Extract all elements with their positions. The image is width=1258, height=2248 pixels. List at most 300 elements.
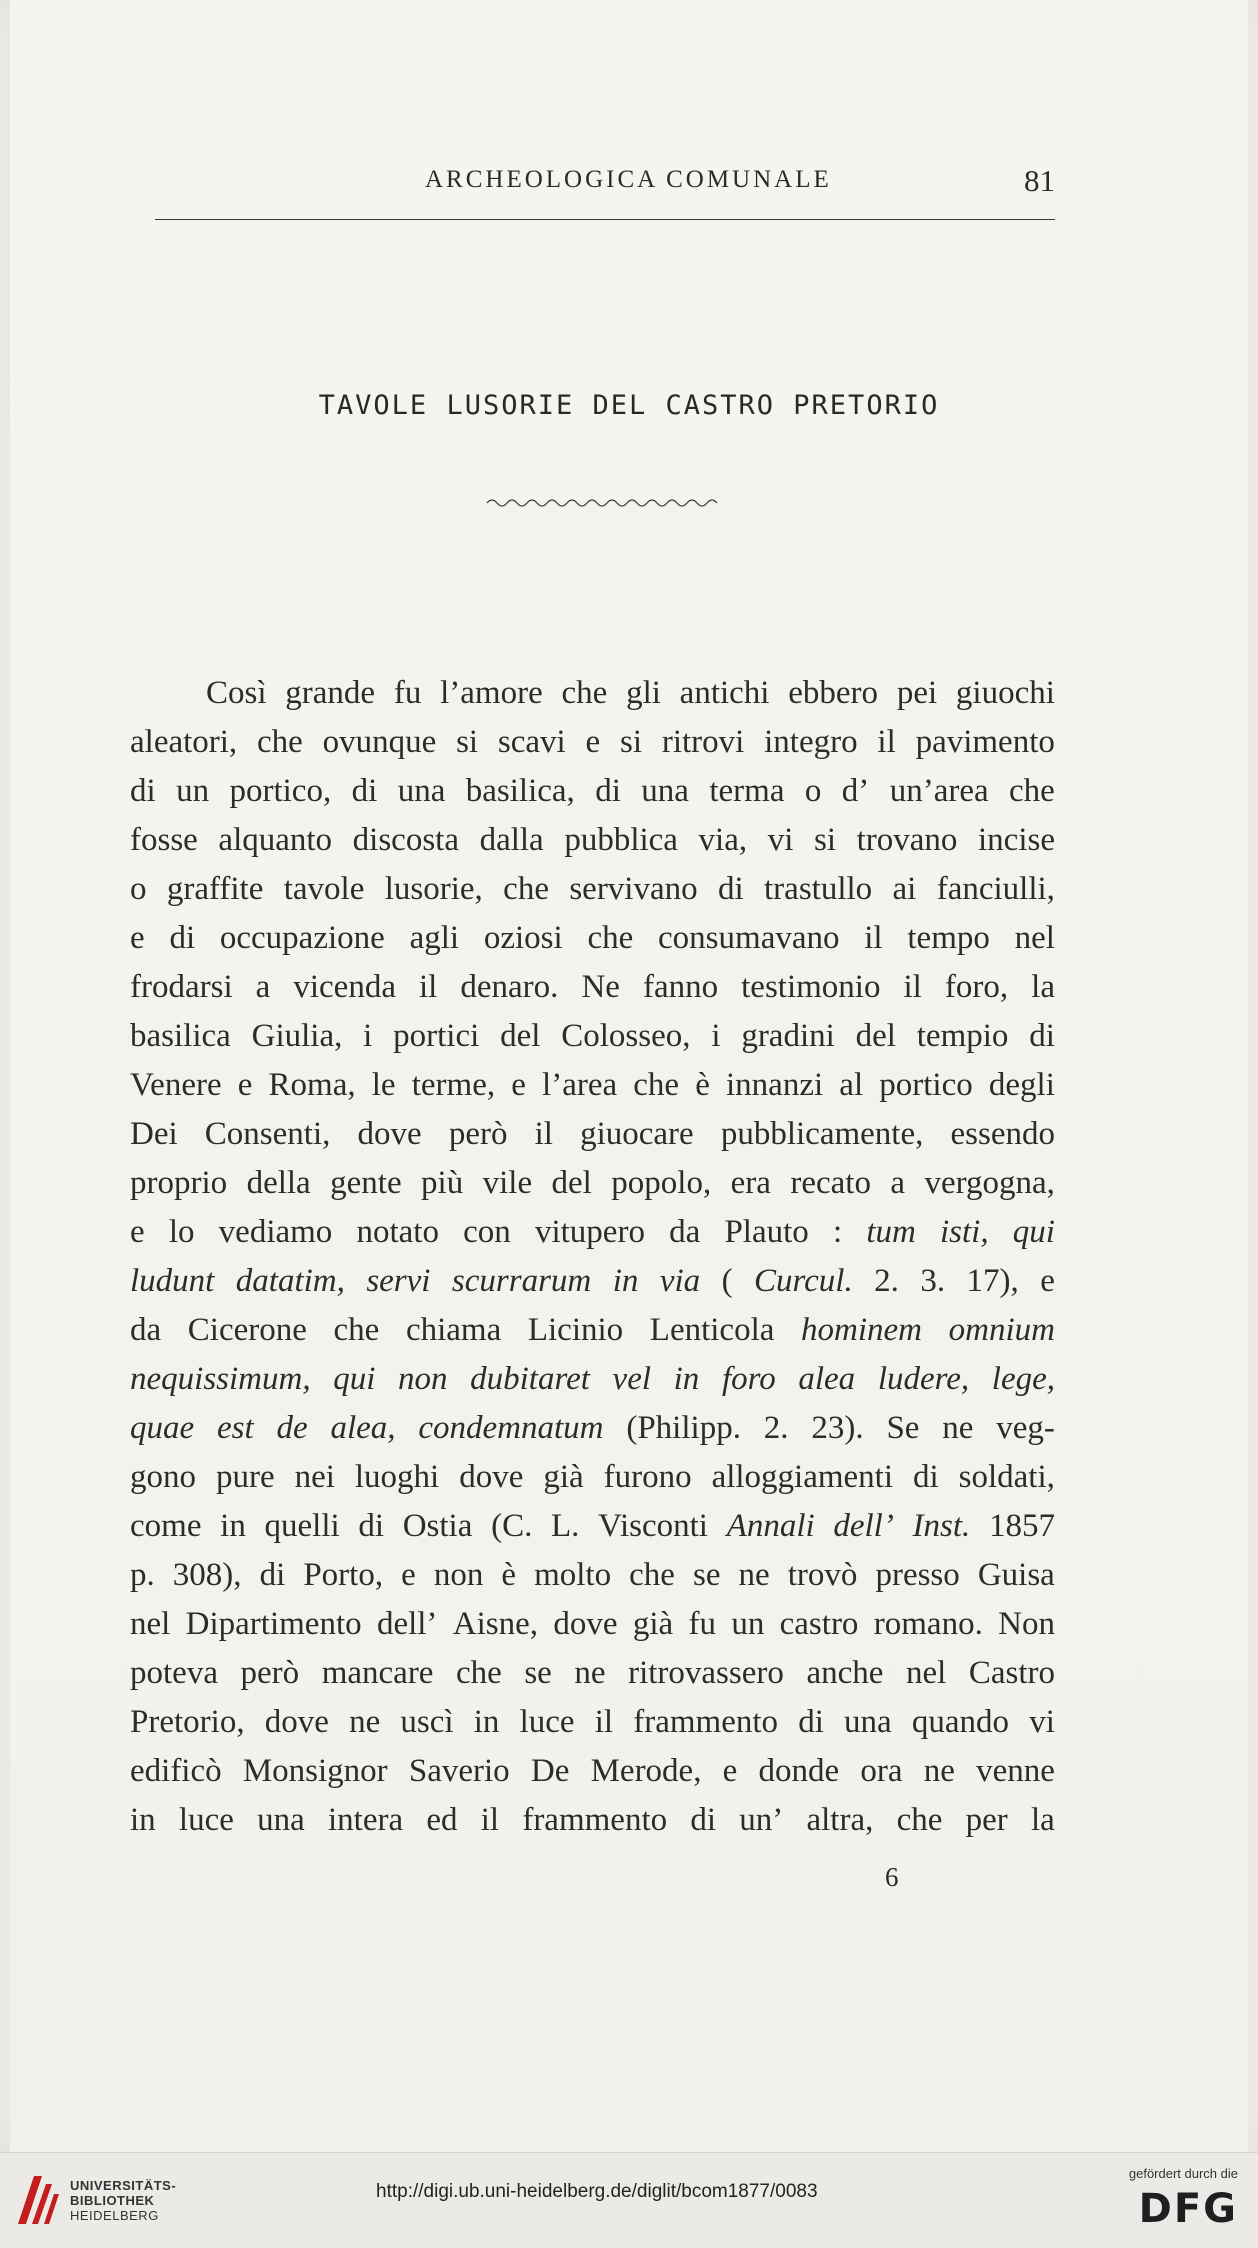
word: i <box>363 1018 373 1054</box>
word: anche <box>806 1655 884 1691</box>
word: Cicerone <box>187 1312 307 1348</box>
text-line <box>130 1208 1055 1257</box>
word: vicenda <box>293 969 396 1005</box>
word: di <box>912 1459 939 1495</box>
word: omnium <box>948 1312 1055 1348</box>
permalink-url[interactable]: http://digi.ub.uni-heidelberg.de/diglit/bcom1877/0083 <box>376 2181 818 2202</box>
word: tum <box>866 1214 916 1250</box>
word: ne <box>942 1410 974 1446</box>
word: un <box>731 1606 765 1642</box>
text-line <box>130 816 1055 865</box>
word: già <box>632 1606 674 1642</box>
word: agli <box>409 920 460 956</box>
word: giuochi <box>955 675 1055 711</box>
word: Guisa <box>977 1557 1055 1593</box>
word: da <box>130 1312 162 1348</box>
word: castro <box>779 1606 859 1642</box>
word: frammento <box>522 1802 668 1838</box>
word: Monsignor <box>242 1753 388 1789</box>
text-line <box>130 1257 1055 1306</box>
word: Aisne, <box>452 1606 539 1642</box>
word: fosse <box>130 822 198 858</box>
word: isti, <box>939 1214 989 1250</box>
word: innanzi <box>726 1067 824 1103</box>
word: essendo <box>950 1116 1055 1152</box>
word: Consenti, <box>204 1116 331 1152</box>
word: e <box>401 1557 416 1593</box>
word: 3. <box>920 1263 946 1299</box>
text-line <box>130 1159 1055 1208</box>
word: come <box>130 1508 202 1544</box>
word: è <box>501 1557 517 1593</box>
word: non <box>398 1361 448 1397</box>
word: mancare <box>321 1655 434 1691</box>
word: giuocare <box>580 1116 694 1152</box>
word: trovano <box>856 822 958 858</box>
word: pure <box>215 1459 275 1495</box>
word: fanno <box>642 969 719 1005</box>
word: e <box>585 724 601 760</box>
word: fanciulli, <box>936 871 1055 907</box>
word: aleatori, <box>130 724 238 760</box>
word: via <box>659 1263 701 1299</box>
word: ovunque <box>322 724 437 760</box>
word: 2. <box>763 1410 789 1446</box>
word: tavole <box>283 871 365 907</box>
word: con <box>463 1214 511 1250</box>
word: oziosi <box>483 920 563 956</box>
word: Non <box>998 1606 1055 1642</box>
word: e <box>130 920 145 956</box>
signature-mark: 6 <box>885 1862 899 1892</box>
word: in <box>130 1802 156 1838</box>
word: poteva <box>130 1655 218 1691</box>
funding-note: gefördert durch die <box>1128 2166 1238 2181</box>
word: alquanto <box>218 822 333 858</box>
text-line <box>130 865 1055 914</box>
word: alea <box>798 1361 856 1397</box>
word: veg- <box>996 1410 1055 1446</box>
word: le <box>371 1067 396 1103</box>
word: Pretorio, <box>130 1704 245 1740</box>
word: in <box>673 1361 700 1397</box>
word: di <box>259 1557 286 1593</box>
word: ne <box>349 1704 381 1740</box>
word: graffite <box>166 871 264 907</box>
text-line <box>130 1649 1055 1698</box>
word: se <box>524 1655 552 1691</box>
word: pubblica <box>564 822 678 858</box>
word: discosta <box>352 822 459 858</box>
word: che <box>257 724 303 760</box>
word: quelli <box>264 1508 340 1544</box>
word: che <box>896 1802 943 1838</box>
word: p. <box>130 1557 155 1593</box>
word: se <box>692 1557 721 1593</box>
word: l’area <box>542 1067 618 1103</box>
word: che <box>633 1067 680 1103</box>
text-line <box>130 1061 1055 1110</box>
wavy-ornament-icon <box>485 496 720 510</box>
word: Venere <box>130 1067 222 1103</box>
word: molto <box>534 1557 612 1593</box>
word: testimonio <box>741 969 881 1005</box>
word: vi <box>767 822 794 858</box>
word: di <box>169 920 196 956</box>
word: 308), <box>172 1557 242 1593</box>
word: era <box>730 1165 771 1201</box>
word: tempo <box>907 920 990 956</box>
word: portici <box>393 1018 480 1054</box>
word: una <box>844 1704 892 1740</box>
word: Curcul. <box>754 1263 853 1299</box>
word: basilica, <box>465 773 575 809</box>
ub-heidelberg-logo-icon <box>12 2168 64 2228</box>
word: Licinio <box>527 1312 624 1348</box>
word: in <box>220 1508 246 1544</box>
word: ( <box>721 1263 733 1299</box>
word: dubitaret <box>470 1361 590 1397</box>
word: altra, <box>806 1802 874 1838</box>
word: 1857 <box>988 1508 1055 1544</box>
word: Annali <box>726 1508 815 1544</box>
word: trastullo <box>764 871 873 907</box>
word: scavi <box>497 724 566 760</box>
word: d’ <box>841 773 870 809</box>
word: lusorie, <box>384 871 483 907</box>
word: (C. <box>491 1508 533 1544</box>
word: o <box>130 871 147 907</box>
word: soldati, <box>958 1459 1055 1495</box>
word: e <box>722 1753 738 1789</box>
running-head <box>155 163 1055 206</box>
page-number: 81 <box>1024 163 1055 198</box>
word: Giulia, <box>251 1018 343 1054</box>
word: da <box>669 1214 701 1250</box>
text-line <box>130 1306 1055 1355</box>
word: a <box>890 1165 906 1201</box>
text-line <box>130 1012 1055 1061</box>
word: ebbero <box>788 675 879 711</box>
word: scurrarum <box>451 1263 592 1299</box>
word: pubblicamente, <box>720 1116 924 1152</box>
word: Ostia <box>402 1508 473 1544</box>
word: e <box>130 1214 145 1250</box>
word: terma <box>709 773 785 809</box>
word: trovò <box>787 1557 858 1593</box>
word: vediamo <box>218 1214 333 1250</box>
word: De <box>530 1753 570 1789</box>
word: che <box>1009 773 1055 809</box>
word: notato <box>356 1214 439 1250</box>
word: di <box>130 773 156 809</box>
word: condemnatum <box>418 1410 604 1446</box>
text-line <box>130 1796 1055 1845</box>
word: tempio <box>916 1018 1009 1054</box>
word: il <box>534 1116 553 1152</box>
word: che <box>503 871 549 907</box>
word: però <box>240 1655 300 1691</box>
word: e <box>1040 1263 1055 1299</box>
dfg-logo: DFG <box>1138 2186 1238 2232</box>
word: popolo, <box>611 1165 712 1201</box>
word: : <box>832 1214 843 1250</box>
word: il <box>864 920 883 956</box>
word: che <box>333 1312 380 1348</box>
word: Inst. <box>912 1508 971 1544</box>
word: 23). <box>811 1410 864 1446</box>
running-title: ARCHEOLOGICA COMUNALE <box>425 166 832 193</box>
word: nel <box>1014 920 1055 956</box>
word: servivano <box>569 871 698 907</box>
word: lo <box>168 1214 195 1250</box>
word: i <box>711 1018 721 1054</box>
word: un’area <box>889 773 989 809</box>
word: Dipartimento <box>185 1606 362 1642</box>
library-line: UNIVERSITÄTS- <box>70 2178 177 2193</box>
word: intera <box>328 1802 404 1838</box>
word: pavimento <box>915 724 1055 760</box>
text-line <box>130 1747 1055 1796</box>
word: luce <box>178 1802 234 1838</box>
word: e <box>237 1067 253 1103</box>
word: fu <box>393 675 422 711</box>
word: e <box>511 1067 526 1103</box>
word: Plauto <box>724 1214 809 1250</box>
word: quae <box>130 1410 195 1446</box>
word: frodarsi <box>130 969 233 1005</box>
word: qui <box>1012 1214 1055 1250</box>
word: alea, <box>330 1410 396 1446</box>
word: pei <box>896 675 938 711</box>
word: al <box>839 1067 864 1103</box>
word: Dei <box>130 1116 178 1152</box>
word: una <box>397 773 446 809</box>
word: Roma, <box>268 1067 356 1103</box>
word: edificò <box>130 1753 222 1789</box>
word: il <box>419 969 438 1005</box>
word: ritrovassero <box>628 1655 784 1691</box>
library-line: HEIDELBERG <box>70 2208 159 2223</box>
article-body <box>130 669 1055 1845</box>
word: uscì <box>400 1704 454 1740</box>
word: dell’ <box>376 1606 438 1642</box>
word: nel <box>905 1655 947 1691</box>
text-line <box>130 1453 1055 1502</box>
word: che <box>587 920 634 956</box>
text-line <box>130 1502 1055 1551</box>
word: occupazione <box>219 920 385 956</box>
word: di <box>798 1704 824 1740</box>
text-line <box>130 1600 1055 1649</box>
word: proprio <box>130 1165 228 1201</box>
word: del <box>500 1018 541 1054</box>
text-line <box>130 767 1055 816</box>
word: ludunt <box>130 1263 215 1299</box>
word: antichi <box>679 675 770 711</box>
word: alloggiamenti <box>711 1459 894 1495</box>
word: dell’ <box>833 1508 894 1544</box>
word: di <box>717 871 744 907</box>
word: una <box>257 1802 305 1838</box>
word: del <box>855 1018 896 1054</box>
word: della <box>246 1165 311 1201</box>
word: il <box>480 1802 500 1838</box>
word: già <box>543 1459 584 1495</box>
text-line <box>130 1551 1055 1600</box>
word: più <box>421 1165 464 1201</box>
text-line <box>130 718 1055 767</box>
word: il <box>903 969 922 1005</box>
word: foro, <box>944 969 1009 1005</box>
word: integro <box>764 724 858 760</box>
word: di <box>358 1508 385 1544</box>
word: di <box>1029 1018 1055 1054</box>
word: il <box>877 724 896 760</box>
text-line <box>130 1355 1055 1404</box>
word: (Philipp. <box>626 1410 741 1446</box>
word: degli <box>988 1067 1055 1103</box>
word: vel <box>612 1361 652 1397</box>
text-line <box>130 1404 1055 1453</box>
word: si <box>813 822 836 858</box>
word: de <box>276 1410 308 1446</box>
word: Porto, <box>303 1557 384 1593</box>
word: basilica <box>130 1018 231 1054</box>
word: la <box>1031 969 1055 1005</box>
word: di <box>351 773 378 809</box>
word: non <box>433 1557 484 1593</box>
word: in <box>473 1704 500 1740</box>
word: quando <box>911 1704 1010 1740</box>
word: consumavano <box>658 920 840 956</box>
text-line <box>130 914 1055 963</box>
word: per <box>965 1802 1008 1838</box>
word: hominem <box>801 1312 922 1348</box>
word: venne <box>976 1753 1055 1789</box>
word: in <box>612 1263 639 1299</box>
word: del <box>551 1165 592 1201</box>
word: portico <box>879 1067 973 1103</box>
word: gono <box>130 1459 196 1495</box>
word: un <box>176 773 210 809</box>
word: vi <box>1029 1704 1055 1740</box>
word: Lenticola <box>649 1312 775 1348</box>
word: ne <box>738 1557 770 1593</box>
word: che <box>629 1557 675 1593</box>
word: recato <box>790 1165 871 1201</box>
word: qui <box>333 1361 376 1397</box>
word: frammento <box>633 1704 779 1740</box>
word: ritrovi <box>661 724 745 760</box>
word: L. <box>551 1508 580 1544</box>
word: Colosseo, <box>561 1018 691 1054</box>
word: dove <box>553 1606 618 1642</box>
text-line <box>130 1110 1055 1159</box>
word: ora <box>860 1753 903 1789</box>
word: ne <box>574 1655 606 1691</box>
word: è <box>695 1067 710 1103</box>
word: o <box>804 773 822 809</box>
word: via, <box>698 822 748 858</box>
library-line: BIBLIOTHEK <box>70 2193 155 2208</box>
word: Così <box>206 675 267 711</box>
word: 17), <box>966 1263 1019 1299</box>
word: grande <box>285 675 376 711</box>
word: a <box>255 969 271 1005</box>
word: una <box>641 773 689 809</box>
word: si <box>620 724 643 760</box>
word: dove <box>264 1704 329 1740</box>
word: servi <box>366 1263 431 1299</box>
word: Ne <box>581 969 620 1005</box>
word: datatim, <box>235 1263 345 1299</box>
word: un’ <box>739 1802 784 1838</box>
word: di <box>690 1802 717 1838</box>
word: ludere, <box>877 1361 970 1397</box>
word: vitupero <box>534 1214 645 1250</box>
word: portico, <box>229 773 332 809</box>
word: Saverio <box>408 1753 510 1789</box>
word: ne <box>923 1753 955 1789</box>
word: nel <box>130 1606 171 1642</box>
text-line <box>130 963 1055 1012</box>
word: il <box>594 1704 614 1740</box>
word: che <box>456 1655 502 1691</box>
text-line <box>130 669 1055 718</box>
word: nequissimum, <box>130 1361 311 1397</box>
word: denaro. <box>460 969 559 1005</box>
word: si <box>456 724 479 760</box>
word: Visconti <box>598 1508 708 1544</box>
word: incise <box>978 822 1055 858</box>
word: romano. <box>873 1606 983 1642</box>
word: vergogna, <box>924 1165 1055 1201</box>
word: ai <box>892 871 917 907</box>
word: gli <box>626 675 661 711</box>
library-name <box>70 2178 176 2223</box>
word: nei <box>294 1459 335 1495</box>
word: 2. <box>874 1263 899 1299</box>
word: foro <box>721 1361 776 1397</box>
word: dove <box>459 1459 524 1495</box>
word: est <box>216 1410 254 1446</box>
word: Merode, <box>590 1753 702 1789</box>
word: che <box>561 675 608 711</box>
word: luoghi <box>354 1459 440 1495</box>
word: Se <box>886 1410 920 1446</box>
word: vile <box>482 1165 533 1201</box>
article-title: TAVOLE LUSORIE DEL CASTRO PRETORIO <box>318 390 940 421</box>
text-line <box>130 1698 1055 1747</box>
header-rule <box>155 219 1055 220</box>
word: ed <box>426 1802 458 1838</box>
word: di <box>595 773 621 809</box>
word: chiama <box>405 1312 502 1348</box>
word: dalla <box>479 822 544 858</box>
word: gradini <box>741 1018 835 1054</box>
word: dove <box>357 1116 422 1152</box>
word: gente <box>330 1165 402 1201</box>
word: terme, <box>411 1067 496 1103</box>
word: la <box>1031 1802 1055 1838</box>
word: furono <box>603 1459 692 1495</box>
word: però <box>448 1116 508 1152</box>
word: donde <box>758 1753 840 1789</box>
word: fu <box>688 1606 716 1642</box>
word: Castro <box>968 1655 1055 1691</box>
word: lege, <box>991 1361 1055 1397</box>
